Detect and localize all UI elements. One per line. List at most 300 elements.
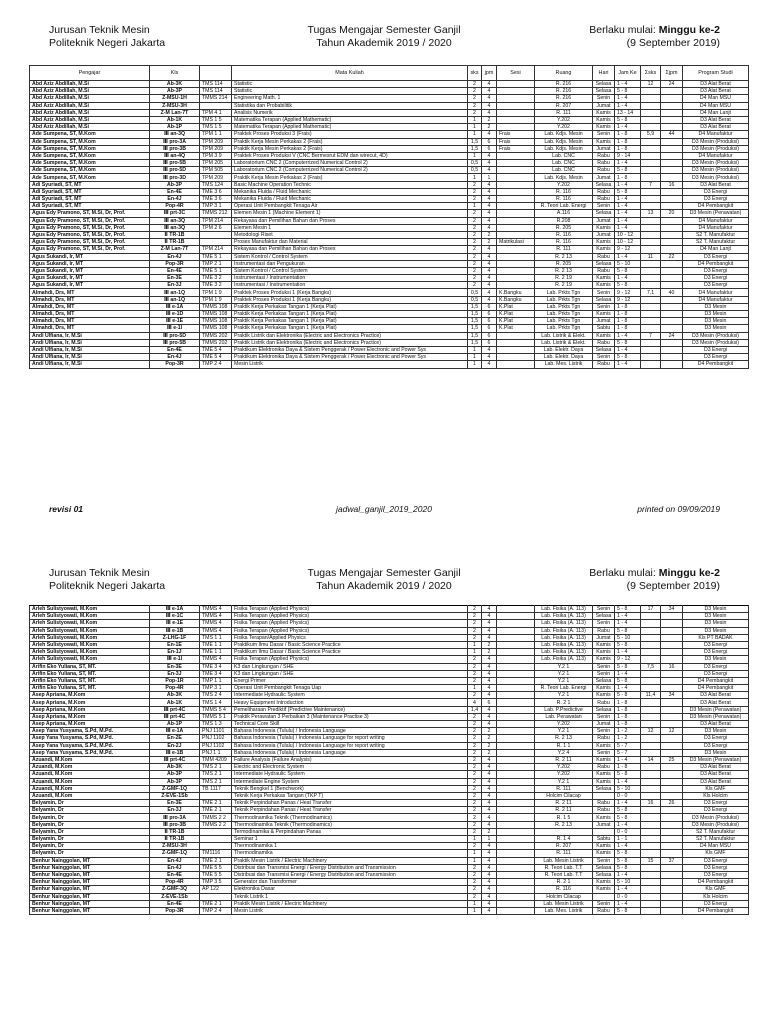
col-hari: Senin — [593, 354, 615, 361]
col-total-sks — [641, 109, 661, 116]
col-kls: En-1E — [150, 641, 200, 648]
col-total-sks — [641, 627, 661, 634]
table-row — [30, 656, 749, 663]
col-ruang: Lab. Kdjs. Mesin — [535, 174, 593, 181]
col-kode: TMS 2 1 — [200, 764, 232, 771]
col-sesi — [497, 692, 535, 699]
table-row — [30, 641, 749, 648]
col-mata-kuliah: Distribusi dan Transmisi Energi / Energy Distribution and Transmission — [232, 871, 468, 878]
col-total-sks: 12 — [641, 81, 661, 88]
col-sks: 1 — [468, 649, 482, 656]
col-sesi: K.Plat — [497, 303, 535, 310]
table-row — [30, 685, 749, 692]
col-jam: 1 - 4 — [615, 217, 641, 224]
revision-label: revisi 01 — [49, 504, 84, 514]
col-program-studi: D4 Pembangkit — [683, 260, 749, 267]
col-kode: TME 5 1 — [200, 253, 232, 260]
col-kode: PNJ 1102 — [200, 742, 232, 749]
col-total-jpm — [661, 275, 683, 282]
col-kls: Ⅲ e-1B — [150, 627, 200, 634]
col-ruang: R. 216 — [535, 88, 593, 95]
col-total-sks: 15 — [641, 857, 661, 864]
col-kode: TPM 209 — [200, 138, 232, 145]
col-kls: Pop-1R — [150, 677, 200, 684]
col-ruang: Lab. Elektr. Daya — [535, 354, 593, 361]
col-sesi — [497, 152, 535, 159]
col-hari: Rabu — [593, 800, 615, 807]
col-pengajar: Arifin Eko Yuliana, ST, MT. — [30, 670, 150, 677]
col-sesi: Frais — [497, 145, 535, 152]
col-mata-kuliah: Praktikum Ilmu Dasar / Basic Science Practice — [232, 641, 468, 648]
col-pengajar: Benhur Nainggolan, MT — [30, 907, 150, 914]
col-kode: TME 3 2 — [200, 282, 232, 289]
col-jpm: 4 — [482, 282, 497, 289]
col-pengajar: Andi Ulfiana, Ir, M.Si — [30, 361, 150, 368]
col-sesi — [497, 95, 535, 102]
col-hari: Rabu — [593, 160, 615, 167]
col-program-studi: D3 Mesin — [683, 728, 749, 735]
col-kls: Ⅲ prt-4C — [150, 756, 200, 763]
col-ruang: Lab. Fisika (A. 113) — [535, 613, 593, 620]
col-kode: TMS 2 4 — [200, 692, 232, 699]
col-jam: 1 - 8 — [615, 145, 641, 152]
col-program-studi: D3 Mesin (Produksi) — [683, 174, 749, 181]
col-pengajar: Andi Ulfiana, Ir, M.Si — [30, 346, 150, 353]
col-total-jpm — [661, 260, 683, 267]
col-sesi: K.Bangku — [497, 296, 535, 303]
col-jam: 5 - 8 — [615, 354, 641, 361]
col-total-sks — [641, 634, 661, 641]
col-total-jpm: 16 — [661, 663, 683, 670]
col-sks: 2 — [468, 196, 482, 203]
col-ruang: Holcim Cilacap — [535, 893, 593, 900]
col-sks: 1,5 — [468, 318, 482, 325]
table-row — [30, 850, 749, 857]
col-pengajar: Ade Sumpena, ST, M.Kom — [30, 160, 150, 167]
col-hari: Kamis — [593, 641, 615, 648]
col-total-jpm — [661, 807, 683, 814]
col-pengajar: Agus Sukandi, Ir, MT — [30, 253, 150, 260]
col-total-jpm — [661, 167, 683, 174]
col-total-jpm — [661, 814, 683, 821]
col-program-studi: D3 Energi — [683, 641, 749, 648]
col-mata-kuliah: Teknik Perpindahan Panas / Heat Transfer — [232, 807, 468, 814]
col-hari: Sabtu — [593, 325, 615, 332]
col-mata-kuliah: Praktik Listrik dan Elektronika (Electric and Electronics Practice) — [232, 332, 468, 339]
col-total-jpm: 20 — [661, 210, 683, 217]
table-row — [30, 857, 749, 864]
col-total-sks — [641, 742, 661, 749]
col-hari: Jumat — [593, 821, 615, 828]
col-kode: PNJ 1101 — [200, 728, 232, 735]
col-jpm: 2 — [482, 742, 497, 749]
col-sks: 2 — [468, 627, 482, 634]
col-total-sks — [641, 721, 661, 728]
col-pengajar: Abd Aziz Abdillah, M.Si — [30, 102, 150, 109]
col-kls: En-3E — [150, 663, 200, 670]
col-program-studi: D3 Mesin — [683, 656, 749, 663]
col-kode: TMMS 108 — [200, 311, 232, 318]
col-pengajar: Almahdi, Drs, MT — [30, 296, 150, 303]
col-kls: Z-MSU-1H — [150, 95, 200, 102]
col-kode — [200, 102, 232, 109]
col-kode: TMMS 4 — [200, 620, 232, 627]
col-hari: Kamis — [593, 332, 615, 339]
col-jam: 5 - 10 — [615, 260, 641, 267]
col-total-sks — [641, 296, 661, 303]
col-program-studi: D3 Energi — [683, 800, 749, 807]
col-jam: 9 - 12 — [615, 289, 641, 296]
col-hari: Rabu — [593, 907, 615, 914]
col-hari: Jumat — [593, 231, 615, 238]
col-kls: Ⅲ e-1I — [150, 656, 200, 663]
col-ruang: R. 2 13 — [535, 253, 593, 260]
col-sks: 1,5 — [468, 303, 482, 310]
col-pengajar: Asep Apriana, M.Kom — [30, 706, 150, 713]
col-jpm: 4 — [482, 907, 497, 914]
col-kode: TPM 205 — [200, 160, 232, 167]
col-total-jpm — [661, 174, 683, 181]
col-kls: Ⅲ e-1A — [150, 303, 200, 310]
col-total-sks — [641, 116, 661, 123]
col-pengajar: Almahdi, Drs, MT — [30, 303, 150, 310]
col-pengajar: Arleh Sulistyowati, M.Kom — [30, 627, 150, 634]
col-program-studi: Kls Holcim — [683, 893, 749, 900]
valid-label: Berlaku mulai: — [589, 567, 656, 579]
table-body — [30, 606, 749, 915]
col-kls-header: Kls — [150, 66, 200, 81]
col-kode: TB 1117 — [200, 785, 232, 792]
col-hari: Kamis — [593, 116, 615, 123]
col-sesi — [497, 756, 535, 763]
col-ruang: R. 116 — [535, 188, 593, 195]
table-row — [30, 670, 749, 677]
col-total-jpm: 22 — [661, 253, 683, 260]
col-total-jpm — [661, 771, 683, 778]
col-jam: 1 - 2 — [615, 735, 641, 742]
col-total-sks — [641, 303, 661, 310]
col-sks: 2 — [468, 620, 482, 627]
col-program-studi: D3 Energi — [683, 670, 749, 677]
col-total-sks — [641, 346, 661, 353]
col-program-studi: D4 Man Lanjt — [683, 109, 749, 116]
col-sesi — [497, 167, 535, 174]
col-kls: Ⅲ an-4Q — [150, 152, 200, 159]
col-kls: Z-GMF-1Q — [150, 785, 200, 792]
col-kode: TPM 2 6 — [200, 224, 232, 231]
col-pengajar: Ade Sumpena, ST, M.Kom — [30, 145, 150, 152]
col-program-studi: D3 Energi — [683, 354, 749, 361]
col-pengajar: Azuandi, M.Kom — [30, 792, 150, 799]
col-program-studi: D4 Pembangkit — [683, 361, 749, 368]
col-mata-kuliah: Thermodinamika Teknik (Thermodinamics) — [232, 821, 468, 828]
col-kode: TME 1 1 — [200, 649, 232, 656]
col-pengajar: Arifin Eko Yuliana, ST, MT. — [30, 685, 150, 692]
institution-block — [49, 567, 165, 593]
col-sks: 1 — [468, 850, 482, 857]
col-jam: 5 - 8 — [615, 88, 641, 95]
col-mata-kuliah: Praktik Kerja Mesin Perkakas 2 (Frais) — [232, 145, 468, 152]
col-kls: Ab-3K — [150, 81, 200, 88]
col-kls: Ⅲ an-1Q — [150, 296, 200, 303]
col-sesi — [497, 109, 535, 116]
col-pengajar: Benhur Nainggolan, MT — [30, 886, 150, 893]
table-row — [30, 778, 749, 785]
col-jpm: 4 — [482, 634, 497, 641]
col-sks: 1,5 — [468, 145, 482, 152]
col-jam: 1 - 8 — [615, 303, 641, 310]
col-total-sks — [641, 613, 661, 620]
col-pengajar: Arleh Sulistyowati, M.Kom — [30, 649, 150, 656]
col-kls: Ⅲ an-3Q — [150, 131, 200, 138]
col-jpm: 2 — [482, 641, 497, 648]
col-pengajar: Almahdi, Drs, MT — [30, 311, 150, 318]
col-mata-kuliah: Operasi Unit Pembangkit Tenaga Uap — [232, 685, 468, 692]
col-mata-kuliah: Fisika Terapan (Applied Physics) — [232, 656, 468, 663]
col-program-studi: Kls Holcim — [683, 792, 749, 799]
col-kode: TMMS 214 — [200, 95, 232, 102]
col-mata-kuliah: Mesin Listrik — [232, 907, 468, 914]
col-hari: Senin — [593, 900, 615, 907]
col-jpm: 4 — [482, 656, 497, 663]
col-kode: TMS 1 4 — [200, 699, 232, 706]
col-kode: TMP 3 5 — [200, 879, 232, 886]
col-sks: 2 — [468, 656, 482, 663]
col-sks: 2 — [468, 677, 482, 684]
col-kode: TMS 1 1 — [200, 634, 232, 641]
col-total-jpm — [661, 109, 683, 116]
col-jpm: 4 — [482, 893, 497, 900]
col-kls: Pop-3R — [150, 260, 200, 267]
col-jpm: 4 — [482, 275, 497, 282]
col-kls: Z-M Lan-7T — [150, 109, 200, 116]
col-total-jpm — [661, 649, 683, 656]
col-ruang: Lab. Kdjs. Mesin — [535, 138, 593, 145]
table-row — [30, 88, 749, 95]
col-hari: Selasa — [593, 864, 615, 871]
col-jam: 5 - 8 — [615, 814, 641, 821]
col-kode: TPM 1 9 — [200, 296, 232, 303]
col-ruang: Lab. P.Predictive — [535, 706, 593, 713]
col-ruang: A.116 — [535, 210, 593, 217]
col-mata-kuliah: Mesin Listrik — [232, 361, 468, 368]
col-hari: Kamis — [593, 124, 615, 131]
col-pengajar: Benhur Nainggolan, MT — [30, 857, 150, 864]
col-program-studi: D3 Alat Berat — [683, 699, 749, 706]
col-kode — [200, 792, 232, 799]
col-total-sks — [641, 749, 661, 756]
col-program-studi: S2 T. Manufaktur — [683, 239, 749, 246]
col-jpm: 2 — [482, 231, 497, 238]
col-mata-kuliah: Thermodinamika — [232, 850, 468, 857]
col-program-studi: D3 Mesin (Produksi) — [683, 339, 749, 346]
col-sks: 2 — [468, 81, 482, 88]
valid-date: (9 September 2019) — [626, 580, 720, 592]
col-mata-kuliah: Energi Primer — [232, 677, 468, 684]
col-jam: 1 - 4 — [615, 196, 641, 203]
col-kls: En-3J — [150, 807, 200, 814]
col-jpm: 4 — [482, 778, 497, 785]
col-ruang: R. 116 — [535, 231, 593, 238]
col-kls: Ⅲ e-1D — [150, 311, 200, 318]
col-program-studi: D3 Mesin (Produksi) — [683, 821, 749, 828]
col-total-sks — [641, 706, 661, 713]
table-row — [30, 239, 749, 246]
col-sesi — [497, 721, 535, 728]
col-sesi — [497, 792, 535, 799]
col-kode: TPM 1 1 — [200, 131, 232, 138]
col-mata-kuliah: Sistem Kontrol / Control System — [232, 267, 468, 274]
col-jam: 1 - 8 — [615, 699, 641, 706]
col-pengajar: Arleh Sulistyowati, M.Kom — [30, 641, 150, 648]
col-total-sks — [641, 174, 661, 181]
col-jam: 0 - 0 — [615, 893, 641, 900]
col-sks-header: sks — [468, 66, 482, 81]
col-ruang: Y.202 — [535, 721, 593, 728]
col-kode: TPM 4 1 — [200, 109, 232, 116]
table-row — [30, 800, 749, 807]
col-jpm: 4 — [482, 181, 497, 188]
col-kode — [200, 231, 232, 238]
col-total-jpm — [661, 282, 683, 289]
col-kode: TMMS 108 — [200, 318, 232, 325]
col-program-studi: D3 Alat Berat — [683, 771, 749, 778]
table-row — [30, 260, 749, 267]
col-total-sks — [641, 167, 661, 174]
col-total-jpm — [661, 188, 683, 195]
col-jpm: 4 — [482, 627, 497, 634]
col-sesi — [497, 685, 535, 692]
col-total-sks — [641, 879, 661, 886]
col-sesi — [497, 749, 535, 756]
col-total-sks: 7 — [641, 181, 661, 188]
col-ruang: Lab. Kdjs. Mesin — [535, 131, 593, 138]
col-sks: 2 — [468, 260, 482, 267]
col-total-jpm — [661, 864, 683, 871]
col-ruang: Y.202 — [535, 771, 593, 778]
table-row — [30, 900, 749, 907]
col-jpm: 2 — [482, 116, 497, 123]
col-pengajar: Agus Sukandi, Ir, MT — [30, 267, 150, 274]
col-hari: Rabu — [593, 188, 615, 195]
col-mata-kuliah: Intermediate Hydraulic System — [232, 771, 468, 778]
col-hari: Kamis — [593, 742, 615, 749]
document-title-block — [300, 567, 468, 593]
col-jpm: 4 — [482, 210, 497, 217]
col-jam: 1 - 8 — [615, 174, 641, 181]
table-row — [30, 613, 749, 620]
col-sks: 2 — [468, 800, 482, 807]
table-row — [30, 821, 749, 828]
col-total-jpm — [661, 836, 683, 843]
col-kls: En-4E — [150, 267, 200, 274]
col-total-jpm — [661, 699, 683, 706]
col-sks: 1 — [468, 900, 482, 907]
col-program-studi: Kls PT BADAK — [683, 634, 749, 641]
col-program-studi: S2 T. Manufaktur — [683, 836, 749, 843]
col-sks: 2 — [468, 188, 482, 195]
col-total-jpm: 37 — [661, 857, 683, 864]
col-sks: 0,5 — [468, 296, 482, 303]
table-row — [30, 224, 749, 231]
col-sks: 2 — [468, 109, 482, 116]
col-jam: 1 - 4 — [615, 275, 641, 282]
col-ruang: R. 205 — [535, 224, 593, 231]
col-total-jpm — [661, 239, 683, 246]
col-kode: TM1116 — [200, 850, 232, 857]
col-hari: Jumat — [593, 217, 615, 224]
col-total-jpm: 16 — [661, 181, 683, 188]
col-kls: En-1J — [150, 649, 200, 656]
col-hari: Kamis — [593, 224, 615, 231]
col-kode: TME 2 1 — [200, 800, 232, 807]
col-sks: 2 — [468, 613, 482, 620]
col-sks: 2 — [468, 713, 482, 720]
col-jam: 1 - 8 — [615, 764, 641, 771]
col-kode: TME 5 4 — [200, 346, 232, 353]
col-jpm: 4 — [482, 613, 497, 620]
col-kls: En-4J — [150, 196, 200, 203]
col-program-studi: D3 Mesin — [683, 606, 749, 613]
col-program-studi: D3 Energi — [683, 275, 749, 282]
col-jpm: 4 — [482, 95, 497, 102]
col-sesi — [497, 879, 535, 886]
col-total-jpm — [661, 145, 683, 152]
col-jpm: 6 — [482, 138, 497, 145]
col-program-studi: S2 T. Manufaktur — [683, 231, 749, 238]
col-sks: 2 — [468, 778, 482, 785]
col-sks: 1,4 — [468, 706, 482, 713]
col-kls: Pop-3R — [150, 907, 200, 914]
col-pengajar: Benhur Nainggolan, MT — [30, 864, 150, 871]
col-hari: Selasa — [593, 81, 615, 88]
col-sks: 2 — [468, 181, 482, 188]
col-jam: 1 - 4 — [615, 800, 641, 807]
col-mata-kuliah: Technical Core Skill — [232, 721, 468, 728]
col-hari: Senin — [593, 131, 615, 138]
col-program-studi: D4 Pembangkit — [683, 685, 749, 692]
col-ruang: Lab. Mesin Listrik — [535, 900, 593, 907]
col-ruang: R. 2 13 — [535, 267, 593, 274]
col-ruang: Y.202 — [535, 181, 593, 188]
table-row — [30, 210, 749, 217]
col-hari: Rabu — [593, 361, 615, 368]
col-pengajar: Ade Sumpena, ST, M.Kom — [30, 152, 150, 159]
col-pengajar: Belyamin, Dr — [30, 814, 150, 821]
col-jpm: 4 — [482, 864, 497, 871]
col-pengajar: Arifin Eko Yuliana, ST, MT. — [30, 677, 150, 684]
col-total-jpm — [661, 871, 683, 878]
table-row — [30, 361, 749, 368]
col-kode: TME 3 6 — [200, 188, 232, 195]
col-kls: Pop-4R — [150, 685, 200, 692]
table-row — [30, 620, 749, 627]
col-hari: Kamis — [593, 778, 615, 785]
col-jam: 5 - 8 — [615, 771, 641, 778]
col-total-sks — [641, 246, 661, 253]
col-total-jpm — [661, 685, 683, 692]
col-jpm: 2 — [482, 728, 497, 735]
col-jpm: 4 — [482, 88, 497, 95]
col-kls: Z-LHG-1F — [150, 634, 200, 641]
col-jpm: 6 — [482, 311, 497, 318]
col-jam: 5 - 7 — [615, 742, 641, 749]
col-total-sks: 16 — [641, 800, 661, 807]
col-program-studi: D3 Alat Berat — [683, 116, 749, 123]
table-row — [30, 325, 749, 332]
col-sks: 1 — [468, 152, 482, 159]
table-row — [30, 864, 749, 871]
